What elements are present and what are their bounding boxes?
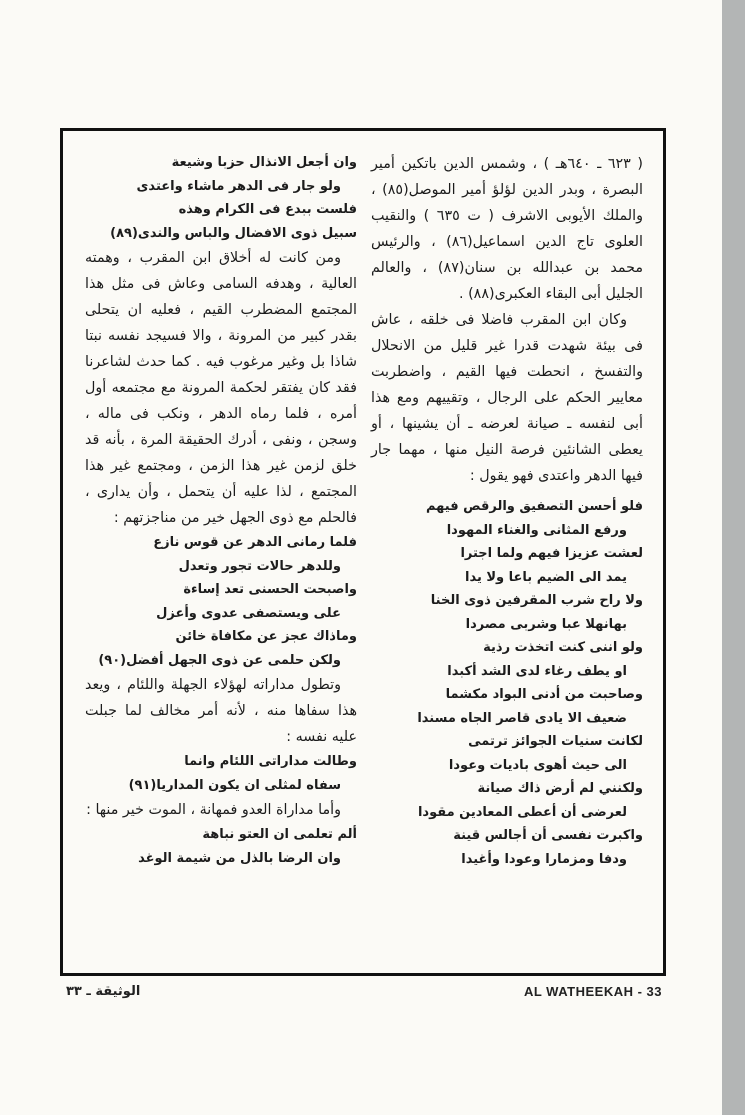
verse-line: او يطف رغاء لدى الشد أكبدا xyxy=(447,663,627,679)
page-footer-arabic: الوثيقة ـ ٣٣ xyxy=(66,984,141,999)
poem xyxy=(371,495,643,871)
poem xyxy=(85,750,357,797)
verse-line: يمد الى الضيم باعا ولا يدا xyxy=(464,569,627,585)
poem xyxy=(85,531,357,672)
verse-line: وان أجعل الانذال حزبا وشيعة xyxy=(171,155,357,170)
paragraph: وأما مداراة العدو فمهانة ، الموت خير منها : xyxy=(86,802,341,818)
verse-line: لعشت عزيزا فيهم ولما اجترا xyxy=(460,546,643,561)
verse-line: وان الرضا بالذل من شيمة الوغد xyxy=(138,850,341,866)
verse-line: سفاه لمثلى ان يكون المداريا(٩١) xyxy=(128,777,341,793)
verse-line: وطالت مداراتى اللئام وانما xyxy=(184,754,357,769)
page-footer-english: AL WATHEEKAH - 33 xyxy=(523,984,662,999)
verse-line: ولكن حلمى عن ذوى الجهل أفضل(٩٠) xyxy=(98,652,341,668)
verse-line: سبيل ذوى الافضال والباس والندى(٨٩) xyxy=(110,225,357,241)
poem xyxy=(85,151,357,245)
verse-line: ولو اننى كنت اتخذت رذية xyxy=(483,640,643,655)
verse-line: بهانهلا عبا وشربى مصردا xyxy=(465,616,627,632)
paragraph: ( ٦٢٣ ـ ٦٤٠هـ ) ، وشمس الدين باتكين أمير البصرة ، وبدر الدين لؤلؤ أمير الموصل(٨٥) ، والملك الأيوبى الاشرف ( ت ٦٣٥ ) والنقيب العلوى تاج الدين اسماعيل(٨٦) ، والرئيس محمد بن عبدالله بن سنان(٨٧) ، والعالم الجليل أبى البقاء العكبرى(٨٨) . xyxy=(371,156,643,302)
verse-line: وماذاك عجز عن مكافاة خائن xyxy=(175,629,357,644)
verse-line: فلو أحسن التصفيق والرقص فيهم xyxy=(425,499,643,514)
scan-margin xyxy=(722,0,745,1115)
verse-line: لعرضى أن أعطى المعادين مقودا xyxy=(417,804,627,820)
verse-line: وصاحبت من أدنى البواد مكشما xyxy=(445,687,643,702)
verse-line: ألم تعلمى ان العتو نباهة xyxy=(202,827,357,842)
verse-line: الى حيث أهوى باديات وعودا xyxy=(448,757,627,773)
right-column xyxy=(371,151,643,871)
paragraph: وكان ابن المقرب فاضلا فى خلقه ، عاش فى بيئة شهدت قدرا غير قليل من الانحلال والتفسخ ، انحطت فيها القيم ، واضطربت معايير الحكم على الرجال ، وتقييهم ومع هذا أبى لنفسه ـ صيانة لعرضه ـ أن يشينها ، أو يعطى الشانئين فرصة النيل منها ، مهما جار فيها الدهر واعتدى فهو يقول : xyxy=(371,312,643,484)
verse-line: لكانت سنيات الجوائز ترتمى xyxy=(468,734,643,749)
verse-line: ولكنني لم أرض ذاك صيانة xyxy=(477,781,643,796)
paragraph: ومن كانت له أخلاق ابن المقرب ، وهمته العالية ، وهدفه السامى وعاش فى مثل هذا المجتمع المضطرب القيم ، فعليه ان يتحلى بقدر كبير من المرونة ، والا فسيجد نفسه نبتا شاذا بل وغير مرغوب فيه . كما حدث لشاعرنا فقد كان يفتقر لحكمة المرونة مع مجتمعه أول أمره ، فلما رماه الدهر ، ونكب فى ماله ، وسجن ، ونفى ، أدرك الحقيقة المرة ، بأنه قد خلق لزمن غير هذا الزمن ، ومجتمع غير هذا المجتمع ، لذا عليه أن يتحمل ، وأن يدارى ، فالحلم مع ذوى الجهل خير من مناجزتهم : xyxy=(85,250,357,526)
verse-line: ودفا ومزمارا وعودا وأغيدا xyxy=(461,851,627,867)
verse-line: ولا راح شرب المقرفين ذوى الخنا xyxy=(430,593,643,608)
poem xyxy=(85,823,357,870)
verse-line: فلما رمانى الدهر عن قوس نازع xyxy=(153,535,357,550)
verse-line: واصبحت الحسنى تعد إساءة xyxy=(183,582,357,597)
verse-line: فلست ببدع فى الكرام وهذه xyxy=(178,202,357,217)
verse-line: وللدهر حالات تجور وتعدل xyxy=(178,558,341,574)
article-frame xyxy=(60,128,666,976)
left-column xyxy=(85,151,357,870)
verse-line: واكبرت نفسى أن أجالس قينة xyxy=(453,828,643,843)
verse-line: على ويستصفى عدوى وأعزل xyxy=(156,605,341,621)
verse-line: ضعيف الا يادى قاصر الجاه مسندا xyxy=(417,710,627,726)
paragraph: وتطول مداراته لهؤلاء الجهلة واللئام ، ويعد هذا سفاها منه ، لأنه أمر مخالف لما جبلت عليه نفسه : xyxy=(85,677,357,745)
verse-line: ولو جار فى الدهر ماشاء واعتدى xyxy=(136,178,341,194)
verse-line: ورفع المثانى والغناء المهودا xyxy=(446,522,627,538)
